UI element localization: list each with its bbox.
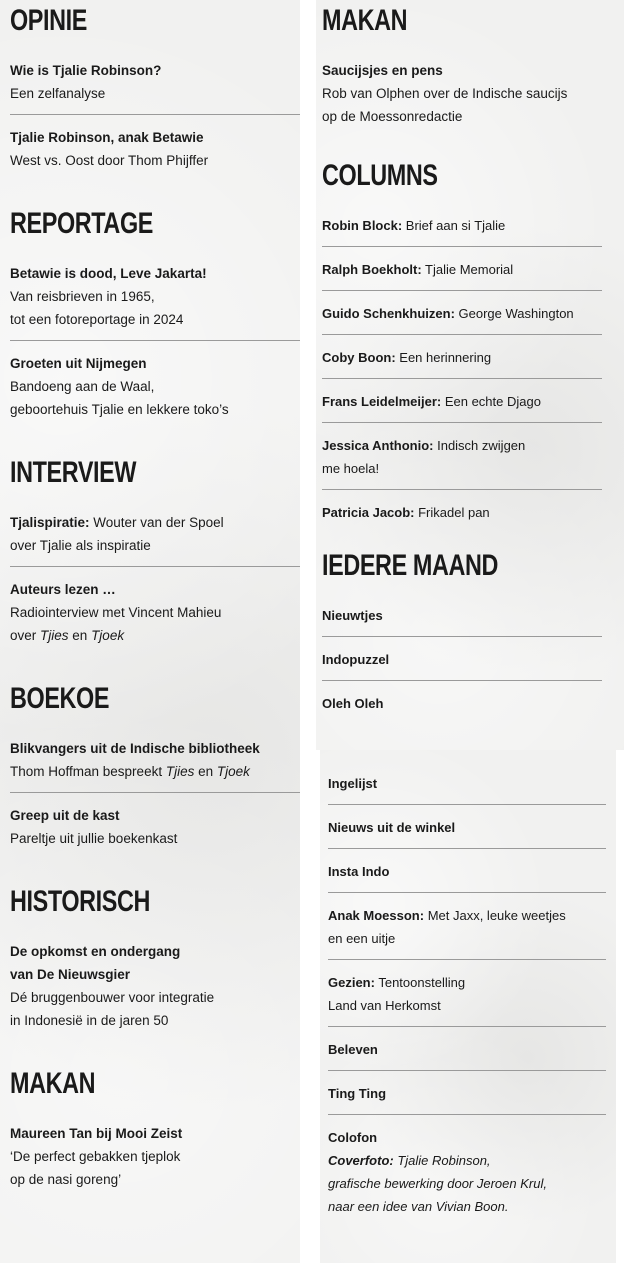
monthly-item[interactable]: Ting Ting (328, 1086, 387, 1101)
divider (322, 680, 602, 681)
divider (328, 1026, 606, 1027)
divider (10, 114, 300, 115)
monthly-item[interactable] (328, 971, 616, 1017)
section-boekoe (10, 681, 300, 850)
article-item[interactable] (10, 511, 300, 557)
article-title: Blikvangers uit de Indische bibliotheek (10, 741, 260, 756)
left-column (10, 3, 300, 1225)
section-title: REPORTAGE (10, 207, 153, 240)
article-subtitle: op de nasi goreng’ (10, 1172, 122, 1187)
divider (328, 892, 606, 893)
article-title: Tjalie Robinson, anak Betawie (10, 130, 204, 145)
columnist-name: Ralph Boekholt: (322, 262, 422, 277)
column-title: Een herinnering (395, 350, 492, 365)
monthly-item-text: Tentoonstelling (374, 975, 466, 990)
column-item[interactable] (322, 501, 622, 524)
monthly-item[interactable]: Beleven (328, 1042, 378, 1057)
section-interview (10, 455, 300, 647)
text-fragment: en (194, 764, 217, 779)
article-title: Betawie is dood, Leve Jakarta! (10, 266, 207, 281)
column-item[interactable] (322, 390, 622, 413)
article-subtitle: Dé bruggenbouwer voor integratie (10, 990, 215, 1005)
divider (328, 1070, 606, 1071)
divider (10, 340, 300, 341)
article-item[interactable] (10, 578, 300, 647)
column-item[interactable] (322, 214, 622, 237)
section-historisch (10, 884, 300, 1032)
divider (322, 489, 602, 490)
monthly-item[interactable] (328, 904, 616, 950)
article-subtitle (10, 760, 300, 783)
column-title: me hoela! (322, 461, 380, 476)
divider (322, 422, 602, 423)
article-subtitle (10, 624, 300, 647)
columnist-name: Guido Schenkhuizen: (322, 306, 455, 321)
divider (322, 636, 602, 637)
monthly-item-text: Land van Herkomst (328, 998, 441, 1013)
divider (322, 334, 602, 335)
section-iedere-maand (322, 548, 622, 715)
columnist-name: Frans Leidelmeijer: (322, 394, 442, 409)
article-subtitle: Pareltje uit jullie boekenkast (10, 831, 178, 846)
divider (322, 246, 602, 247)
text-fragment: Thom Hoffman bespreekt (10, 764, 166, 779)
article-item[interactable] (10, 59, 300, 105)
divider (10, 566, 300, 567)
monthly-item[interactable]: Nieuwtjes (322, 608, 383, 623)
divider (10, 792, 300, 793)
columnist-name: Coby Boon: (322, 350, 396, 365)
article-item[interactable] (10, 126, 300, 172)
monthly-item-name: Gezien: (328, 975, 375, 990)
article-subtitle: Radiointerview met Vincent Mahieu (10, 605, 222, 620)
column-title: Brief aan si Tjalie (402, 218, 506, 233)
text-fragment: over (10, 628, 41, 643)
section-opinie (10, 3, 300, 172)
book-title: Tjoek (91, 628, 125, 643)
article-title: De opkomst en ondergang (10, 944, 181, 959)
article-subtitle: Rob van Olphen over de Indische saucijs (322, 86, 568, 101)
article-item[interactable] (10, 262, 300, 331)
column-item[interactable] (322, 346, 622, 369)
book-title: Tjies (40, 628, 69, 643)
article-subtitle: ‘De perfect gebakken tjeplok (10, 1149, 181, 1164)
article-title: Auteurs lezen … (10, 582, 116, 597)
monthly-item-text: Met Jaxx, leuke weetjes (424, 908, 566, 923)
monthly-item[interactable]: Nieuws uit de winkel (328, 820, 456, 835)
article-item[interactable] (322, 59, 622, 128)
monthly-item[interactable]: Ingelijst (328, 776, 378, 791)
monthly-item[interactable]: Oleh Oleh (322, 696, 384, 711)
divider (328, 1114, 606, 1115)
column-title: George Washington (454, 306, 574, 321)
article-title: Greep uit de kast (10, 808, 120, 823)
monthly-item[interactable]: Indopuzzel (322, 652, 390, 667)
monthly-item-text: en een uitje (328, 931, 396, 946)
divider (328, 959, 606, 960)
right-column-bottom (328, 772, 616, 1218)
article-subtitle: West vs. Oost door Thom Phijffer (10, 153, 209, 168)
article-item[interactable] (10, 804, 300, 850)
section-title: HISTORISCH (10, 885, 150, 918)
columnist-name: Jessica Anthonio: (322, 438, 434, 453)
monthly-item[interactable]: Insta Indo (328, 864, 390, 879)
column-title: Indisch zwijgen (433, 438, 526, 453)
section-makan-right (322, 3, 622, 128)
columnist-name: Robin Block: (322, 218, 403, 233)
article-item[interactable] (10, 1122, 300, 1191)
text-fragment: en (68, 628, 92, 643)
book-title: Tjoek (216, 764, 250, 779)
article-subtitle: tot een fotoreportage in 2024 (10, 312, 184, 327)
article-title: Groeten uit Nijmegen (10, 356, 147, 371)
article-subtitle: Bandoeng aan de Waal, (10, 379, 155, 394)
article-subtitle: op de Moessonredactie (322, 109, 463, 124)
section-title: OPINIE (10, 4, 87, 37)
column-title: Frikadel pan (414, 505, 490, 520)
article-title: van De Nieuwsgier (10, 967, 131, 982)
article-title: Saucijsjes en pens (322, 63, 443, 78)
right-column-top (322, 3, 622, 715)
divider (328, 848, 606, 849)
column-item[interactable] (322, 302, 622, 325)
section-title: COLUMNS (322, 159, 438, 192)
section-title: IEDERE MAAND (322, 549, 499, 582)
section-title: MAKAN (322, 4, 408, 37)
article-subtitle: Wouter van der Spoel (89, 515, 224, 530)
article-item[interactable] (10, 737, 300, 783)
section-title: INTERVIEW (10, 456, 137, 489)
cover-credit: Tjalie Robinson, (393, 1153, 491, 1168)
section-makan-left (10, 1066, 300, 1191)
section-columns (322, 158, 622, 524)
colofon[interactable] (328, 1126, 616, 1218)
book-title: Tjies (165, 764, 195, 779)
article-subtitle: over Tjalie als inspiratie (10, 538, 151, 553)
article-item[interactable] (10, 352, 300, 421)
divider (322, 378, 602, 379)
column-title: Tjalie Memorial (421, 262, 514, 277)
section-title: MAKAN (10, 1067, 96, 1100)
colofon-title: Colofon (328, 1130, 378, 1145)
article-subtitle: in Indonesië in de jaren 50 (10, 1013, 169, 1028)
column-title: Een echte Djago (441, 394, 541, 409)
article-title: Tjalispiratie: (10, 515, 90, 530)
article-subtitle: Een zelfanalyse (10, 86, 106, 101)
cover-photo-label: Coverfoto: (328, 1153, 394, 1168)
article-title: Wie is Tjalie Robinson? (10, 63, 162, 78)
article-title: Maureen Tan bij Mooi Zeist (10, 1126, 183, 1141)
column-item[interactable] (322, 434, 622, 480)
article-subtitle: Van reisbrieven in 1965, (10, 289, 155, 304)
cover-credit: grafische bewerking door Jeroen Krul, (328, 1176, 547, 1191)
columnist-name: Patricia Jacob: (322, 505, 415, 520)
cover-credit: naar een idee van Vivian Boon. (328, 1199, 509, 1214)
section-reportage (10, 206, 300, 421)
article-subtitle: geboortehuis Tjalie en lekkere toko’s (10, 402, 229, 417)
divider (328, 804, 606, 805)
column-item[interactable] (322, 258, 622, 281)
divider (322, 290, 602, 291)
monthly-item-name: Anak Moesson: (328, 908, 425, 923)
article-item[interactable] (10, 940, 300, 1032)
section-title: BOEKOE (10, 682, 110, 715)
